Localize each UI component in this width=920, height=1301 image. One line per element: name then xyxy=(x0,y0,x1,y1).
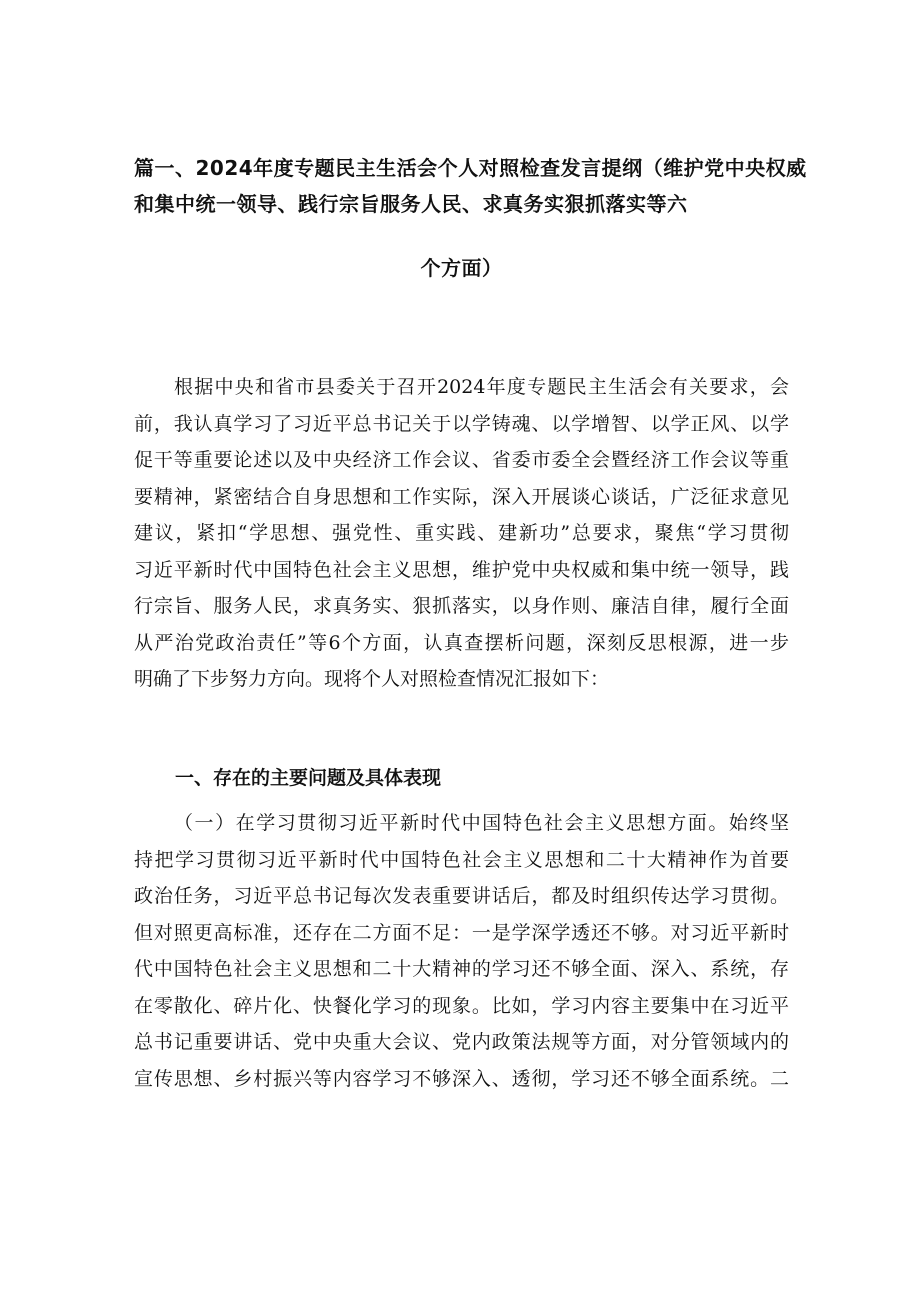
paragraph-line: 政治任务，习近平总书记每次发表重要讲话后，都及时组织传达学习贯彻。 xyxy=(134,885,789,907)
intro-paragraph xyxy=(134,369,789,698)
paragraph-line: 前，我认真学习了习近平总书记关于以学铸魂、以学增智、以学正风、以学 xyxy=(134,412,789,435)
paragraph-line: 从严治党政治责任”等6个方面，认真查摆析问题，深刻反思根源，进一步 xyxy=(134,631,789,654)
paragraph-line: 建议，紧扣“学思想、强党性、重实践、建新功”总要求，聚焦“学习贯彻 xyxy=(134,522,789,544)
paragraph-line: 要精神，紧密结合自身思想和工作实际，深入开展谈心谈话，广泛征求意见 xyxy=(134,485,789,508)
paragraph-line: 习近平新时代中国特色社会主义思想，维护党中央权威和集中统一领导，践 xyxy=(134,558,789,581)
paragraph-line: （一）在学习贯彻习近平新时代中国特色社会主义思想方面。始终坚 xyxy=(174,812,789,834)
title-line: 个方面） xyxy=(420,256,503,280)
paragraph-line: 在零散化、碎片化、快餐化学习的现象。比如，学习内容主要集中在习近平 xyxy=(134,994,789,1017)
paragraph-line: 但对照更高标准，还存在二方面不足：一是学深学透还不够。对习近平新时 xyxy=(134,921,789,944)
section-paragraph xyxy=(134,805,789,1097)
paragraph-line: 代中国特色社会主义思想和二十大精神的学习还不够全面、深入、系统，存 xyxy=(134,958,789,980)
paragraph-line: 持把学习贯彻习近平新时代中国特色社会主义思想和二十大精神作为首要 xyxy=(134,848,789,871)
title-line: 和集中统一领导、践行宗旨服务人民、求真务实狠抓落实等六 xyxy=(134,192,688,216)
paragraph-line: 促干等重要论述以及中央经济工作会议、省委市委全会暨经济工作会议等重 xyxy=(134,449,789,471)
paragraph-line: 宣传思想、乡村振兴等内容学习不够深入、透彻，学习还不够全面系统。二 xyxy=(134,1067,789,1090)
paragraph-line: 根据中央和省市县委关于召开2024年度专题民主生活会有关要求，会 xyxy=(174,376,789,398)
title-line: 篇一、2024年度专题民主生活会个人对照检查发言提纲（维护党中央权威 xyxy=(134,156,807,180)
paragraph-line: 明确了下步努力方向。现将个人对照检查情况汇报如下： xyxy=(134,668,610,690)
paragraph-line: 总书记重要讲话、党中央重大会议、党内政策法规等方面，对分管领域内的 xyxy=(134,1031,789,1053)
document-title xyxy=(134,150,807,286)
paragraph-line: 行宗旨、服务人民，求真务实、狠抓落实，以身作则、廉洁自律，履行全面 xyxy=(134,595,789,617)
section-heading: 一、存在的主要问题及具体表现 xyxy=(175,767,442,789)
